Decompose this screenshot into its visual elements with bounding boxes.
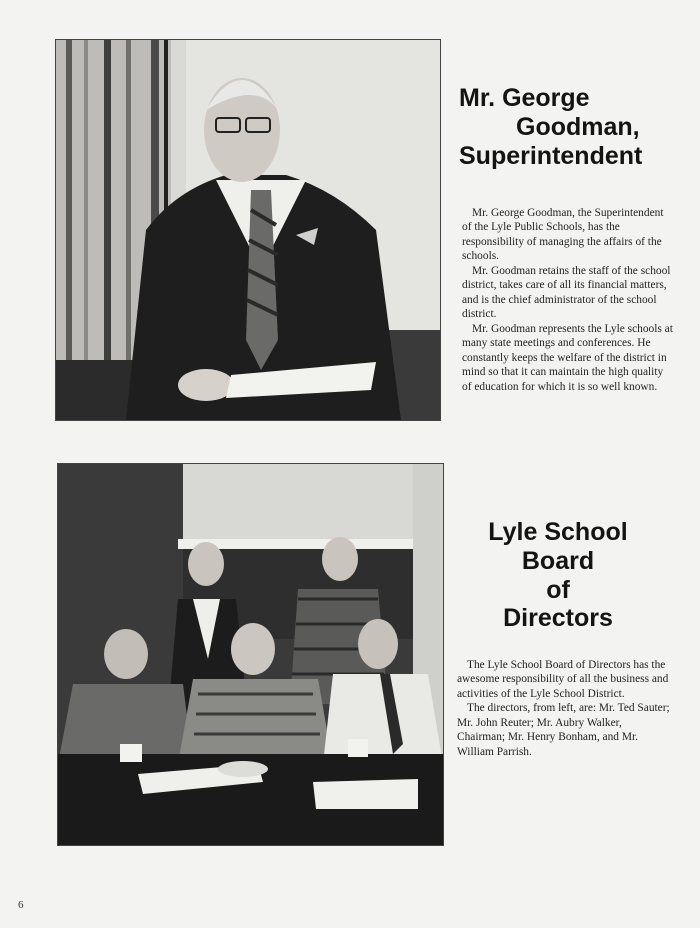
school-board-headline-line-4: Directors [503,604,613,633]
school-board-headline [468,518,648,633]
superintendent-headline-line-2: Goodman, [516,112,640,141]
superintendent-headline [459,84,689,170]
superintendent-bio [462,206,674,394]
superintendent-photo [56,40,440,420]
school-board-description [457,658,670,759]
superintendent-headline-line-3: Superintendent [459,141,643,170]
school-board-headline-line-1: Lyle School [488,518,628,546]
school-board-paragraph-2: The directors, from left, are: Mr. Ted Sauter; Mr. John Reuter; Mr. Aubry Walker, Chairman; Mr. Henry Bonham, and Mr. William Parrish. [457,702,670,758]
page-number: 6 [18,899,24,911]
school-board-paragraph-1: The Lyle School Board of Directors has the awesome responsibility of all the business and activities of the Lyle School District. [457,659,669,700]
superintendent-bio-paragraph-3: Mr. Goodman represents the Lyle schools at many state meetings and conferences. He constantly keeps the welfare of the district in mind so that it can maintain the high quality of education for which it is so well known. [462,322,673,393]
school-board-headline-line-3: of [546,575,570,604]
superintendent-headline-line-1: Mr. George [459,84,590,112]
superintendent-bio-paragraph-2: Mr. Goodman retains the staff of the school district, takes care of all its financial matters, and is the chief administrator of the school district. [462,264,671,321]
school-board-headline-line-2: Board [521,546,595,575]
school-board-photo [58,464,443,845]
superintendent-bio-paragraph-1: Mr. George Goodman, the Superintendent of the Lyle Public Schools, has the responsibility of managing the affairs of the schools. [462,207,664,263]
